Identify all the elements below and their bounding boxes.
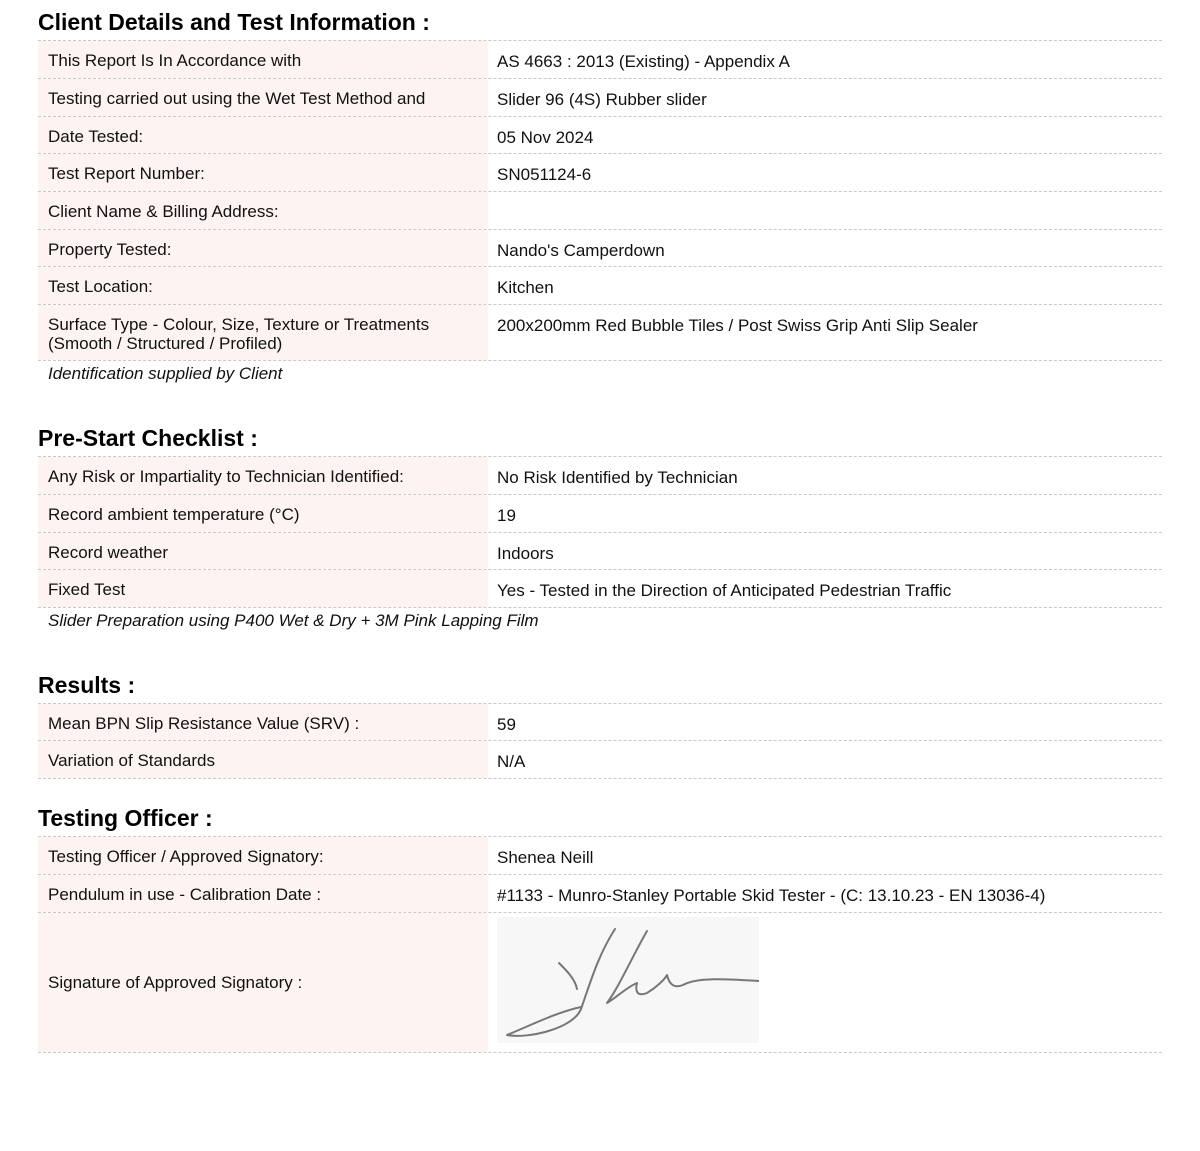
row-value: Yes - Tested in the Direction of Anticipated Pedestrian Traffic [497,581,952,600]
row-accordance [38,41,1162,79]
row-label: Testing carried out using the Wet Test Method and [38,79,488,116]
row-label: Test Location: [38,267,488,304]
prestart-heading: Pre-Start Checklist : [38,425,1162,457]
results-section [38,672,1162,779]
row-label-line2: (Smooth / Structured / Profiled) [48,334,283,353]
row-value: 05 Nov 2024 [497,128,594,147]
prestart-note: Slider Preparation using P400 Wet & Dry + 3M Pink Lapping Film [48,611,539,630]
row-value: 59 [497,715,516,734]
testing-officer-heading: Testing Officer : [38,805,1162,837]
client-note: Identification supplied by Client [48,364,283,383]
row-risk [38,457,1162,495]
row-test-location [38,267,1162,305]
signature-box [488,913,1162,1052]
row-label: Fixed Test [38,570,488,607]
row-variation [38,741,1162,779]
row-label: Property Tested: [38,230,488,266]
row-value: Kitchen [497,278,554,297]
row-label [38,305,488,360]
signature-image [497,917,759,1043]
row-label: This Report Is In Accordance with [38,41,488,78]
row-label: Any Risk or Impartiality to Technician Identified: [38,457,488,494]
row-label: Test Report Number: [38,154,488,191]
row-value: Slider 96 (4S) Rubber slider [497,90,707,109]
row-value [488,192,1162,229]
client-details-section [38,9,1162,383]
row-surface-type [38,305,1162,361]
prestart-section [38,425,1162,630]
row-date-tested [38,117,1162,154]
row-weather [38,533,1162,570]
row-label-line1: Surface Type - Colour, Size, Texture or Treatments [48,315,430,334]
signature-label: Signature of Approved Signatory : [38,913,488,1052]
row-test-method [38,79,1162,117]
row-label: Pendulum in use - Calibration Date : [38,875,488,912]
row-value: Nando's Camperdown [497,241,665,260]
row-value: No Risk Identified by Technician [497,468,738,487]
row-label: Variation of Standards [38,741,488,778]
row-value: #1133 - Munro-Stanley Portable Skid Tester - (C: 13.10.23 - EN 13036-4) [497,886,1046,905]
row-value: Indoors [497,544,554,563]
row-value: Shenea Neill [497,848,594,867]
row-label: Client Name & Billing Address: [38,192,488,229]
row-label: Record ambient temperature (°C) [38,495,488,532]
row-value: SN051124-6 [497,165,592,184]
row-value: N/A [497,752,526,771]
row-mean-srv [38,704,1162,741]
row-officer-name [38,837,1162,875]
testing-officer-section [38,805,1162,1053]
row-pendulum [38,875,1162,913]
results-heading: Results : [38,672,1162,704]
row-value: AS 4663 : 2013 (Existing) - Appendix A [497,52,790,71]
row-client-name [38,192,1162,230]
row-property-tested [38,230,1162,267]
row-temperature [38,495,1162,533]
row-label: Testing Officer / Approved Signatory: [38,837,488,874]
row-label: Mean BPN Slip Resistance Value (SRV) : [38,704,488,740]
row-value: 19 [497,506,516,525]
row-signature [38,913,1162,1053]
row-value: 200x200mm Red Bubble Tiles / Post Swiss Grip Anti Slip Sealer [497,316,978,335]
row-label: Date Tested: [38,117,488,153]
row-fixed-test [38,570,1162,608]
row-report-number [38,154,1162,192]
client-details-heading: Client Details and Test Information : [38,9,1162,41]
row-label: Record weather [38,533,488,569]
